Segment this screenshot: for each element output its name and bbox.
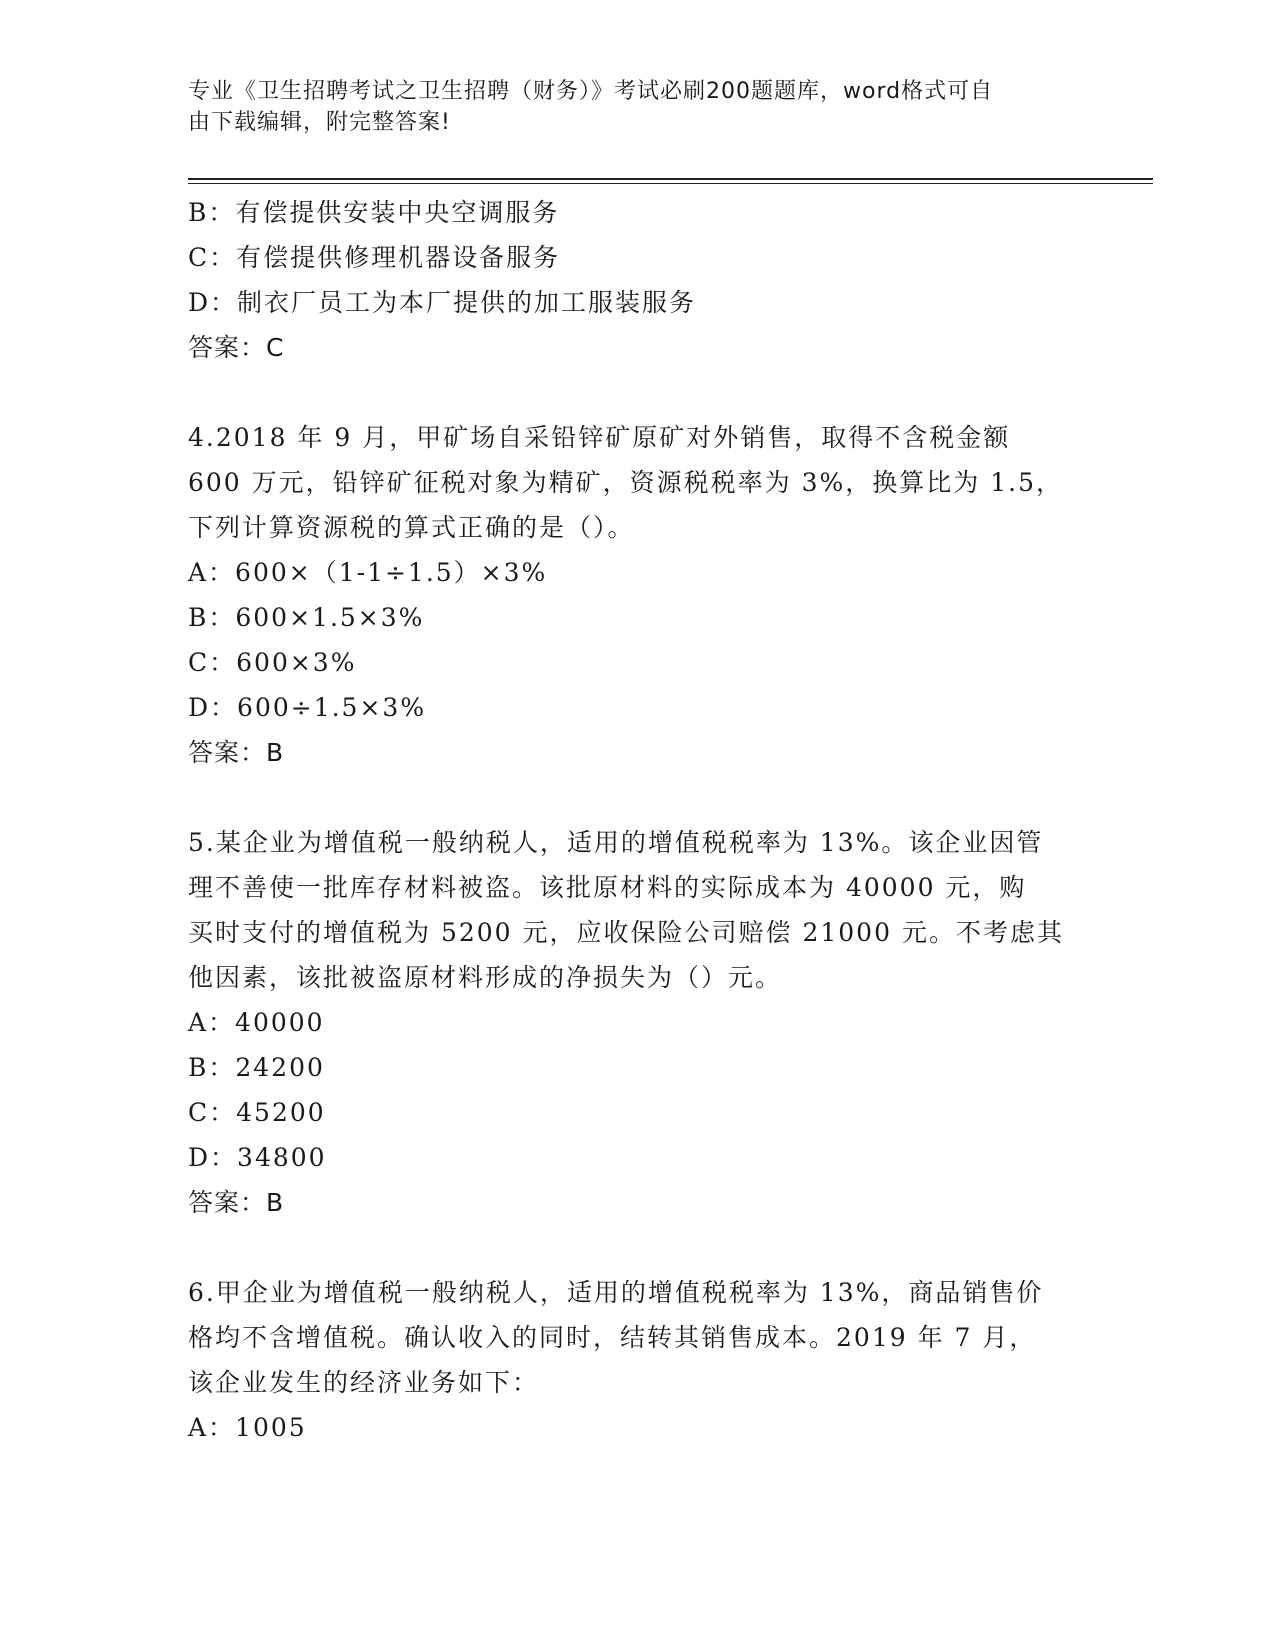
question-4-option-a: A：600×（1-1÷1.5）×3% xyxy=(188,558,548,587)
question-6 xyxy=(188,1270,1088,1450)
question-3 xyxy=(188,190,1088,370)
question-6-option-a: A：1005 xyxy=(188,1413,307,1442)
question-3-option-b: B：有偿提供安装中央空调服务 xyxy=(188,198,560,227)
question-5 xyxy=(188,820,1088,1225)
header-line-2: 由下载编辑，附完整答案! xyxy=(188,110,451,135)
question-3-option-c: C：有偿提供修理机器设备服务 xyxy=(188,243,561,272)
header-rule-thin xyxy=(188,183,1153,184)
header-rule-thick xyxy=(188,178,1153,180)
spacer xyxy=(188,370,1088,415)
question-6-stem-line-2: 格均不含增值税。确认收入的同时，结转其销售成本。2019 年 7 月， xyxy=(188,1323,1037,1352)
question-5-option-d: D：34800 xyxy=(188,1143,327,1172)
question-6-stem-line-3: 该企业发生的经济业务如下： xyxy=(188,1368,540,1397)
question-4-stem-line-1: 4.2018 年 9 月，甲矿场自采铅锌矿原矿对外销售，取得不含税金额 xyxy=(188,423,1011,452)
question-4-stem-line-2: 600 万元，铅锌矿征税对象为精矿，资源税税率为 3%，换算比为 1.5， xyxy=(188,468,1063,497)
spacer xyxy=(188,1225,1088,1270)
document-header xyxy=(188,76,1078,138)
question-4-option-b: B：600×1.5×3% xyxy=(188,603,425,632)
question-5-option-b: B：24200 xyxy=(188,1053,325,1082)
question-6-stem-line-1: 6.甲企业为增值税一般纳税人，适用的增值税税率为 13%，商品销售价 xyxy=(188,1278,1044,1307)
question-4 xyxy=(188,415,1088,775)
question-5-option-a: A：40000 xyxy=(188,1008,325,1037)
question-4-option-c: C：600×3% xyxy=(188,648,357,677)
question-5-option-c: C：45200 xyxy=(188,1098,326,1127)
question-list xyxy=(188,190,1088,1450)
question-4-answer: 答案：B xyxy=(188,738,285,767)
question-5-answer: 答案：B xyxy=(188,1188,285,1217)
question-5-stem-line-2: 理不善使一批库存材料被盗。该批原材料的实际成本为 40000 元，购 xyxy=(188,873,1027,902)
header-line-1: 专业《卫生招聘考试之卫生招聘（财务）》考试必刷200题题库，word格式可自 xyxy=(188,79,994,104)
question-4-stem-line-3: 下列计算资源税的算式正确的是（）。 xyxy=(188,513,635,542)
question-5-stem-line-3: 买时支付的增值税为 5200 元，应收保险公司赔偿 21000 元。不考虑其 xyxy=(188,918,1064,947)
question-3-answer: 答案：C xyxy=(188,333,285,362)
spacer xyxy=(188,775,1088,820)
question-4-option-d: D：600÷1.5×3% xyxy=(188,693,427,722)
question-5-stem-line-4: 他因素，该批被盗原材料形成的净损失为（）元。 xyxy=(188,963,783,992)
question-5-stem-line-1: 5.某企业为增值税一般纳税人，适用的增值税税率为 13%。该企业因管 xyxy=(188,828,1044,857)
question-3-option-d: D：制衣厂员工为本厂提供的加工服装服务 xyxy=(188,288,697,317)
